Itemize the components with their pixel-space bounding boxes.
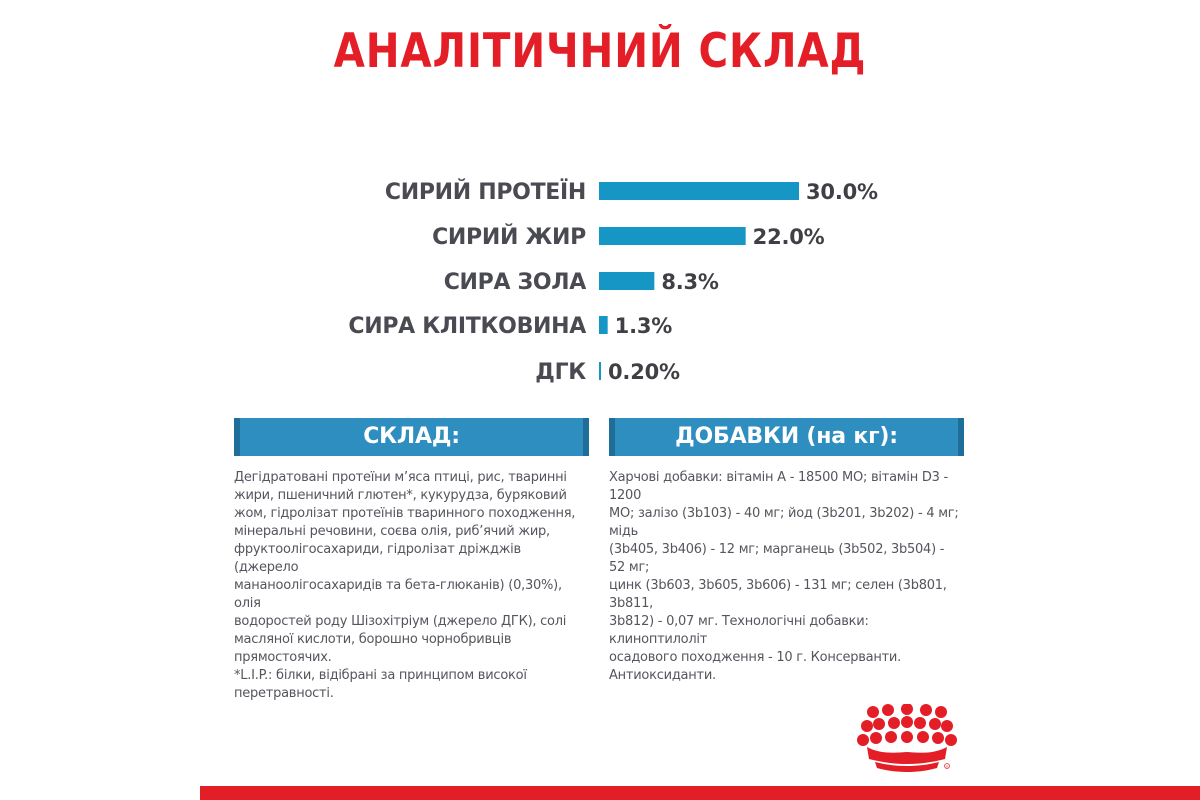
value-label: 22.0% <box>752 225 825 249</box>
category-label: СИРИЙ ПРОТЕЇН <box>384 180 586 205</box>
bar <box>599 362 601 380</box>
value-label: 0.20% <box>608 360 680 384</box>
category-label: СИРИЙ ЖИР <box>432 225 586 250</box>
composition-section-header <box>234 418 589 456</box>
bar <box>599 227 746 245</box>
bar <box>599 182 799 200</box>
value-label: 1.3% <box>614 314 673 338</box>
bar <box>599 316 608 334</box>
bar <box>599 272 654 290</box>
category-label: СИРА КЛІТКОВИНА <box>348 314 586 339</box>
composition-section-title: СКЛАД: <box>363 424 460 449</box>
additives-section-header <box>609 418 964 456</box>
category-label: ДГК <box>535 360 586 385</box>
category-label: СИРА ЗОЛА <box>443 270 586 295</box>
svg-text:R: R <box>945 764 949 769</box>
value-label: 8.3% <box>661 270 719 294</box>
value-label: 30.0% <box>806 180 878 204</box>
royal-crown-logo-icon <box>855 704 959 774</box>
composition-text: Дегідратовані протеїни м’яса птиці, рис, тваринні жири, пшеничний глютен*, кукурудза, буряковий жом, гідролізат протеїнів тваринного походження, мінеральні речовини, соєва олія, риб’ячий жир, фруктоолігосахариди, гідролізат дріжджів (джерело мананоолігосахаридів та бета-глюканів) (0,30%), олія водоростей роду Шізохітріум (джерело ДГК), солі масляної кислоти, борошно чорнобривців прямостоячих. *L.I.P.: білки, відібрані за принципом високої перетравності. <box>234 470 576 701</box>
page-title: АНАЛІТИЧНИЙ СКЛАД <box>333 24 867 79</box>
bottom-red-bar <box>200 786 1200 800</box>
additives-section-title: ДОБАВКИ (на кг): <box>675 424 898 449</box>
additives-text: Харчові добавки: вітамін A - 18500 МО; вітамін D3 - 1200 МО; залізо (3b103) - 40 мг; йод (3b201, 3b202) - 4 мг; мідь (3b405, 3b406) - 12 мг; марганець (3b502, 3b504) - 52 мг; цинк (3b603, 3b605, 3b606) - 131 мг; селен (3b801, 3b811, 3b812) - 0,07 мг. Технологічні добавки: клиноптилоліт осадового походження - 10 г. Консерванти. Антиоксиданти. <box>609 470 959 683</box>
